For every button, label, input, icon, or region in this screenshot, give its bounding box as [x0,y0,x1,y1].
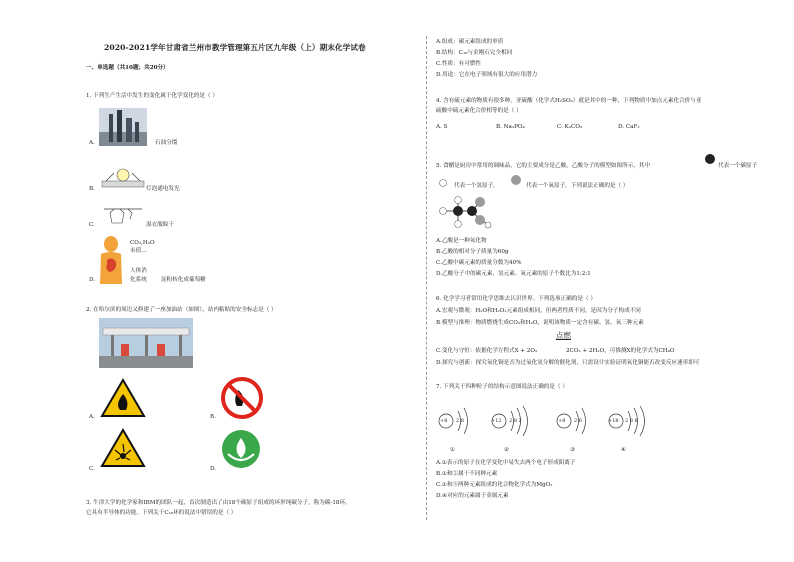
no-fire-sign-icon [220,376,264,420]
q6-option-d: D.探究与创新：探究氧化铜是否为过氧化氢分解的催化剂，只需设计实验证明氧化铜能否改变反应速率即可 [436,360,700,366]
q1-d-label-2: 未值… [130,248,147,254]
q4-option-a: A. S [436,124,448,130]
q5-option-d: D.乙酸分子中的碳元素、氢元素、氧元素的原子个数比为1:2:1 [436,271,591,277]
refinery-image [99,108,147,146]
q5-line-1: 5. 食醋是厨房中常用的调味品，它的主要成分是乙酸，乙酸分子的模型如图所示，其中 [436,163,651,169]
atom-2-nucleus: +12 [491,418,502,424]
atom-3-nucleus: +8 [558,418,566,424]
q6-option-b: B.模型与推理：物质燃烧生成CO₂和H₂O，说明该物质一定含有碳、氢、氧三种元素 [436,320,644,326]
q3-option-b: B.结构：C₁₈与金刚石完全相同 [436,50,513,56]
q5-line-1b: 代表一个碳原子 [718,163,758,169]
atom-2-shells: 2 8 2 [509,418,522,424]
gas-station-image [99,318,193,368]
q1-option-c-letter: C. [89,222,95,228]
atomic-structure-diagrams [436,404,656,438]
q1-d-label-4: 化系统 [130,277,147,283]
q1-option-b-text: 灯泡通电发光 [146,186,180,192]
q3-line-1: 3. 牛津大学的化学家和IBM的团队一起，首次制造出了由18个碳原子组成的环形纯碳分子，称为碳-18环， [86,500,351,506]
q1-d-label-1: CO₂,H₂O [130,240,155,246]
q3-option-a: A.组成：碳元素组成的单质 [436,39,504,45]
q6-stem: 6. 化学学习者常用化学思维去认识世界。下列选项正确的是（ ） [436,296,596,302]
q4-option-d: D. CaF₂ [618,124,640,130]
q4-option-c: C. K₂CO₃ [557,124,583,130]
q7-option-d: D.④对应的元素属于金属元素 [436,493,509,499]
clothes-drying-image [100,203,146,227]
q1-option-d-letter: D. [89,277,96,283]
q7-option-b: B.①和②属于不同种元素 [436,471,498,477]
q2-option-b-letter: B. [210,414,216,420]
q3-option-d: D.用途：它在电子领域有很大的应用潜力 [436,72,538,78]
q1-d-label-3: 人体消 [130,268,147,274]
oxygen-atom-icon [510,174,522,186]
q2-option-c-letter: C. [89,466,95,472]
q3-line-2: 它具有半导体的功能。下列关于C₁₈环的说法中错误的是（ ） [86,510,237,516]
q6-option-c: C.变化与守恒：依据化学方程式X + 2O₂ [436,348,538,354]
q1-option-a-letter: A. [89,140,95,146]
atom-3-label: ③ [570,447,576,453]
explosive-warning-sign-icon [100,428,146,468]
q5-line-2b: 代表一个氧原子。下列说法正确的是（ ） [526,183,629,189]
section-heading: 一、单选题（共10题；共20分） [86,65,169,71]
light-bulb-image [100,165,146,189]
q5-option-b: B.乙酸的相对分子质量为60g [436,249,509,255]
acetic-acid-model-diagram [436,196,492,230]
q4-line-2: 硫酸中硫元素化合价相等的是（ ） [436,108,522,114]
q4-option-b: B. Na₃PO₄ [496,124,525,130]
q5-option-a: A.乙酸是一种氧化物 [436,238,487,244]
atom-4-label: ④ [621,447,627,453]
q1-option-a-text: 石油分馏 [155,140,178,146]
flammable-warning-sign-icon [100,378,146,418]
atom-1-nucleus: +8 [440,418,448,424]
q5-line-2a: 代表一个氢原子， [454,183,499,189]
q1-stem: 1. 下列生产生活中发生的变化属于化学变化的是（ ） [86,93,218,99]
page-title: 2020-2021学年甘肃省兰州市教学管理第五片区九年级（上）期末化学试卷 [104,43,366,52]
carbon-atom-icon [704,153,716,165]
q4-line-1: 4. 含有硫元素的物质有很多种，亚硫酸（化学式H₂SO₃）就是其中的一种，下列物质中加点元素化合价与亚 [436,98,702,104]
atom-1-shells: 2 8 [456,418,464,424]
q7-stem: 7. 下列关于四种粒子的结构示意图说法正确的是（ ） [436,384,568,390]
q1-option-b-letter: B. [89,186,95,192]
q2-option-a-letter: A. [89,414,95,420]
q5-option-c: C.乙酸中碳元素的质量分数为40% [436,260,522,266]
q7-option-a: A.①表示的原子在化学变化中易失去两个电子形成阳离子 [436,460,576,466]
atom-2-label: ② [504,447,510,453]
atom-4-shells: 2 8 8 [625,418,638,424]
q1-option-c-text: 湿衣服晾干 [146,222,174,228]
hydrogen-atom-icon [438,178,448,188]
q2-option-d-letter: D. [210,466,217,472]
q6-reaction-condition: 点燃 [556,331,571,340]
digestive-system-image [98,236,132,288]
q3-option-c: C.性质：有可燃性 [436,61,482,67]
water-saving-logo-icon [220,428,262,470]
atom-3-shells: 2 6 [574,418,582,424]
q6-option-c-2: 2CO₂ + 2H₂O，可推测X的化学式为CH₄O [566,348,675,354]
q2-stem: 2. 在哈尔滨的周边又修建了一座加油站（如图），站内粘贴的安全标志是（ ） [86,307,277,313]
atom-1-label: ① [450,447,456,453]
q1-option-d-text: 淀粉转化成葡萄糖 [161,277,206,283]
q7-option-c: C.①和③两种元素组成的化合物化学式为MgO₂ [436,482,553,488]
q6-option-a: A.宏观与微观：H₂O和H₂O₂元素组成相同，但两者性质不同，是因为分子构成不同 [436,308,641,314]
column-divider [426,36,427,520]
atom-4-nucleus: +18 [608,418,619,424]
